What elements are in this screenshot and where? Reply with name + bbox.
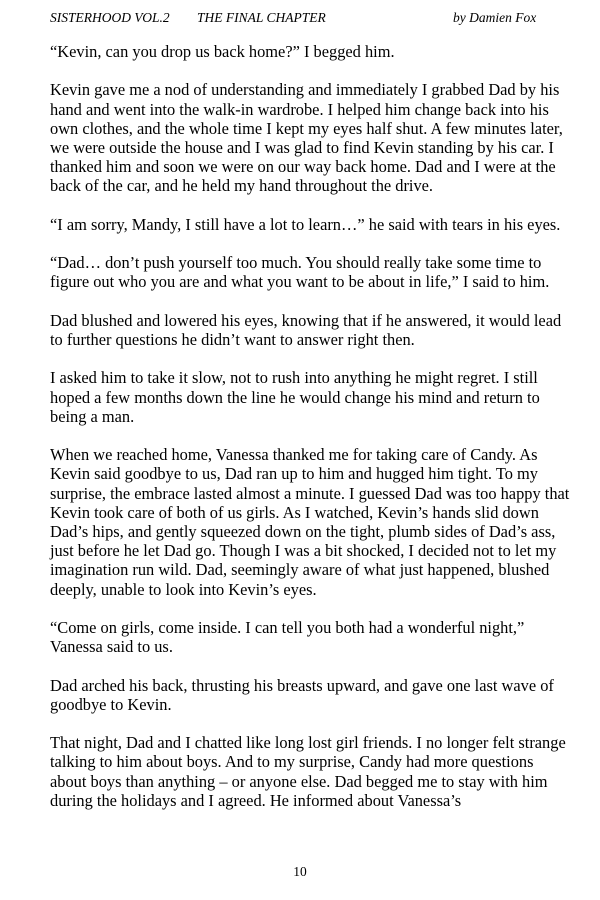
paragraph: “Dad… don’t push yourself too much. You should really take some time to figure out who you are and what you want to be about in life,” I said to him. bbox=[50, 253, 550, 292]
page-number: 10 bbox=[293, 864, 307, 879]
header-chapter-title: THE FINAL CHAPTER bbox=[197, 10, 326, 25]
header-author: by Damien Fox bbox=[453, 10, 537, 25]
paragraph: “Kevin, can you drop us back home?” I begged him. bbox=[50, 42, 395, 61]
paragraph: I asked him to take it slow, not to rush into anything he might regret. I still hoped a few months down the line he would change his mind and return to being a man. bbox=[50, 368, 540, 426]
running-header bbox=[0, 9, 600, 27]
paragraph: “Come on girls, come inside. I can tell you both had a wonderful night,” Vanessa said to us. bbox=[50, 617, 525, 657]
paragraph: That night, Dad and I chatted like long lost girl friends. I no longer felt strange talking to him about boys. And to my surprise, Candy had more questions about boys than anything – or anyone else. Dad begged me to stay with him during the holidays and I agreed. He informed about Vanessa’s bbox=[50, 733, 566, 810]
paragraph: Dad blushed and lowered his eyes, knowing that if he answered, it would lead to further questions he didn’t want to answer right then. bbox=[50, 310, 562, 349]
header-series-title: SISTERHOOD VOL.2 bbox=[50, 10, 170, 25]
paragraph: Dad arched his back, thrusting his breasts upward, and gave one last wave of goodbye to Kevin. bbox=[50, 675, 554, 714]
paragraph: Kevin gave me a nod of understanding and immediately I grabbed Dad by his hand and went into the walk-in wardrobe. I helped him change back into his own clothes, and the whole time I kept my eyes half shut. A few minutes later, we were outside the house and I was glad to find Kevin standing by his car. I thanked him and soon we were on our way back home. Dad and I were at the back of the car, and he held my hand throughout the drive. bbox=[50, 80, 563, 196]
paragraph: When we reached home, Vanessa thanked me for taking care of Candy. As Kevin said goodbye to us, Dad ran up to him and hugged him tight. To my surprise, the embrace lasted almost a minute. I guessed Dad was too happy that Kevin took care of both of us girls. As I watched, Kevin’s hands slid down Dad’s hips, and gently squeezed down on the tight, plumb sides of Dad’s ass, just before he let Dad go. Though I was a bit shocked, I decided not to let my imagination run wild. Dad, seemingly aware of what just happened, blushed deeply, unable to look into Kevin’s eyes. bbox=[50, 445, 570, 599]
page-body bbox=[50, 42, 570, 829]
paragraph: “I am sorry, Mandy, I still have a lot to learn…” he said with tears in his eyes. bbox=[50, 214, 561, 234]
